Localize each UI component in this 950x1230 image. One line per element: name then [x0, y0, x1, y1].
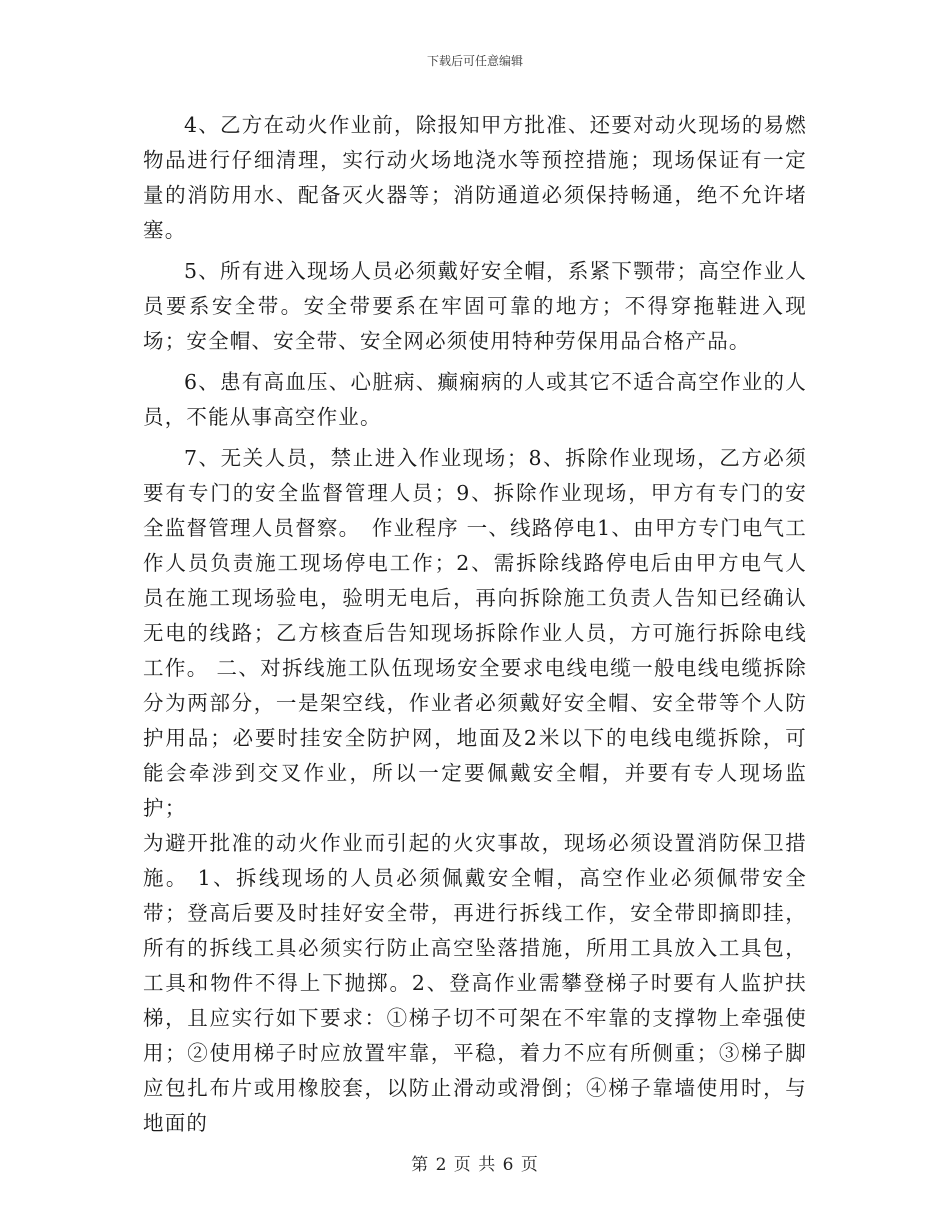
paragraph-item-6: 6、患有高血压、心脏病、癫痫病的人或其它不适合高空作业的人员，不能从事高空作业。 — [143, 370, 807, 429]
page-number: 第 2 页 共 6 页 — [411, 1155, 539, 1175]
paragraph-item-4: 4、乙方在动火作业前，除报知甲方批准、还要对动火现场的易燃物品进行仔细清理，实行动火场地浇水等预控措施；现场保证有一定量的消防用水、配备灭火器等；消防通道必须保持畅通，绝不允许堵塞。 — [143, 113, 807, 242]
document-body — [143, 108, 807, 1147]
paragraph-item-7-work-procedure: 7、无关人员，禁止进入作业现场；8、拆除作业现场，乙方必须要有专门的安全监督管理人员；9、拆除作业现场，甲方有专门的安全监督管理人员督察。 作业程序 一、线路停电1、由甲方专门电气工作人员负责施工现场停电工作；2、需拆除线路停电后由甲方电气人员在施工现场验电，验明无电后，再向拆除施工负责人告知已经确认无电的线路；乙方核查后告知现场拆除作业人员，方可施行拆除电线工作。 二、对拆线施工队伍现场安全要求电线电缆一般电线电缆拆除分为两部分，一是架空线，作业者必须戴好安全帽、安全带等个人防护用品；必要时挂安全防护网，地面及2米以下的电线电缆拆除，可能会牵涉到交叉作业，所以一定要佩戴安全帽，并要有专人现场监护； — [143, 446, 807, 820]
paragraph-fire-prevention-and-ladder: 为避开批准的动火作业而引起的火灾事故，现场必须设置消防保卫措施。 1、拆线现场的人员必须佩戴安全帽，高空作业必须佩带安全带；登高后要及时挂好安全带，再进行拆线工作，安全带即摘即挂，所有的拆线工具必须实行防止高空坠落措施，所用工具放入工具包，工具和物件不得上下抛掷。2、登高作业需攀登梯子时要有人监护扶梯，且应实行如下要求：①梯子切不可架在不牢靠的支撑物上牵强使用；②使用梯子时应放置牢靠，平稳，着力不应有所侧重；③梯子脚应包扎布片或用橡胶套，以防止滑动或滑倒；④梯子靠墙使用时，与地面的 — [143, 831, 807, 1135]
paragraph-item-5: 5、所有进入现场人员必须戴好安全帽，系紧下颚带；高空作业人员要系安全带。安全带要系在牢固可靠的地方；不得穿拖鞋进入现场；安全帽、安全带、安全网必须使用特种劳保用品合格产品。 — [143, 259, 807, 353]
page-header-note: 下载后可任意编辑 — [426, 54, 523, 68]
